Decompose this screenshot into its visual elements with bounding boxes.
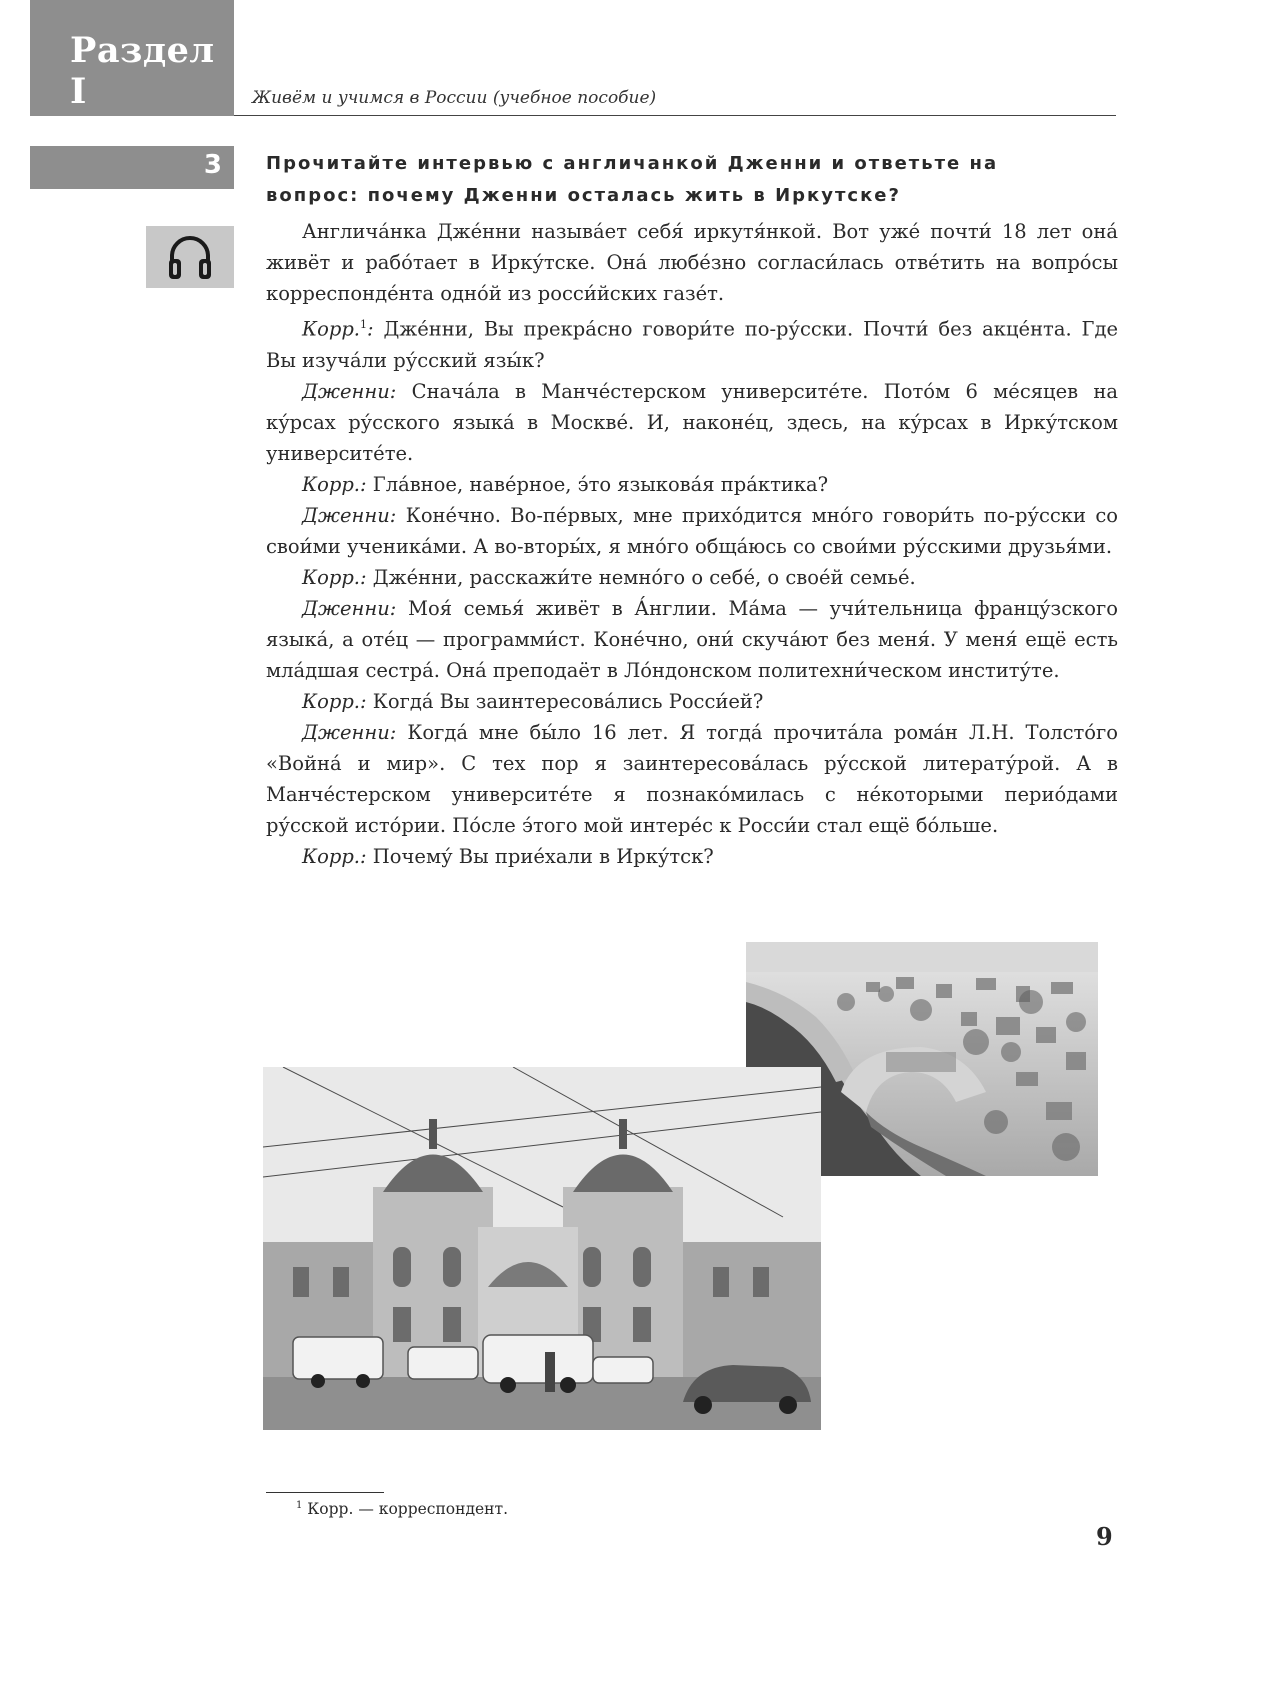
turn-text: Почему́ Вы прие́хали в Ирку́тск? <box>366 844 714 868</box>
footnote <box>296 1500 508 1518</box>
footnote-ref: 1 <box>360 318 367 331</box>
turn-text: Дже́нни, расскажи́те немно́го о себе́, о свое́й семье́. <box>366 565 916 589</box>
turn-9 <box>266 841 1118 872</box>
turn-6 <box>266 593 1118 686</box>
turn-text: Снача́ла в Манче́стерском университе́те. Пото́м 6 ме́сяцев на ку́рсах ру́сского языка́ в Москве́. И, наконе́ц, здесь, на ку́рсах в Ирку́тском университе́те. <box>266 379 1118 465</box>
turn-7 <box>266 686 1118 717</box>
turn-text: Дже́нни, Вы прекра́сно говори́те по-ру́сски. Почти́ без акце́нта. Где Вы изуча́ли ру́сский язы́к? <box>266 317 1118 372</box>
speaker-label: Дженни: <box>302 720 397 744</box>
audio-badge[interactable] <box>146 226 234 288</box>
speaker-label: Корр.: <box>302 689 367 713</box>
station-photo <box>263 1067 821 1430</box>
headphones-icon <box>166 232 214 282</box>
turn-text: Коне́чно. Во-пе́рвых, мне прихо́дится мно́го говори́ть по-ру́сски со свои́ми ученика́ми. А во-вторы́х, я мно́го обща́юсь со свои́ми ру́сскими друзья́ми. <box>266 503 1118 558</box>
turn-4 <box>266 500 1118 562</box>
turn-text: Гла́вное, наве́рное, э́то языкова́я пра́ктика? <box>366 472 829 496</box>
footnote-rule <box>266 1492 384 1493</box>
intro-paragraph: Англича́нка Дже́нни называ́ет себя́ иркутя́нкой. Вот уже́ почти́ 18 лет она́ живёт и рабо́тает в Ирку́тске. Она́ любе́зно согласи́лась отве́тить на вопро́сы корреспонде́нта одно́й из росси́йских газе́т. <box>266 220 1118 305</box>
header-rule <box>234 115 1116 116</box>
speaker-label: Дженни: <box>302 503 397 527</box>
footnote-mark: 1 <box>296 1500 303 1511</box>
page-number: 9 <box>1096 1522 1113 1551</box>
turn-8 <box>266 717 1118 841</box>
task-instruction: Прочитайте интервью с англичанкой Дженни и ответьте на вопрос: почему Дженни осталась жить в Иркутске? <box>266 153 999 206</box>
speaker-label: Дженни: <box>302 596 397 620</box>
interview-text <box>266 216 1118 872</box>
footnote-text: Корр. — корреспондент. <box>302 1500 509 1519</box>
turn-3 <box>266 469 1118 500</box>
turn-2 <box>266 376 1118 469</box>
speaker-label: Корр.: <box>302 472 367 496</box>
turn-1: Корр.$^1$: Дже́нни, Вы прекра́сно говори́те по-ру́сски. Почти́ без акце́нта. Где Вы изуча́ли ру́сский язы́к? <box>266 317 1118 372</box>
section-label: Раздел I <box>70 30 215 112</box>
speaker-label: Корр.: <box>302 565 367 589</box>
section-tab <box>30 0 234 116</box>
speaker-label: Корр. <box>302 317 360 341</box>
speaker-label: Корр.: <box>302 844 367 868</box>
turn-5 <box>266 562 1118 593</box>
turn-text: Моя́ семья́ живёт в А́нглии. Ма́ма — учи́тельница францу́зского языка́, а оте́ц — программи́ст. Коне́чно, они́ скуча́ют без меня́. У меня́ ещё есть мла́дшая сестра́. Она́ преподаёт в Ло́ндонском политехни́ческом институ́те. <box>266 596 1118 682</box>
turn-text: Когда́ Вы заинтересова́лись Росси́ей? <box>366 689 764 713</box>
speaker-label: Дженни: <box>302 379 397 403</box>
task-number: 3 <box>203 150 222 180</box>
turn-text: Когда́ мне бы́ло 16 лет. Я тогда́ прочита́ла рома́н Л.Н. Толсто́го «Война́ и мир». С тех пор я заинтересова́лась ру́сской литерату́рой. А в Манче́стерском университе́те я познако́милась с не́которыми перио́дами ру́сской исто́рии. По́сле э́того мой интере́с к Росси́и стал ещё бо́льше. <box>266 720 1118 837</box>
task-number-bar <box>30 146 234 189</box>
running-head: Живём и учимся в России (учебное пособие) <box>252 88 657 108</box>
